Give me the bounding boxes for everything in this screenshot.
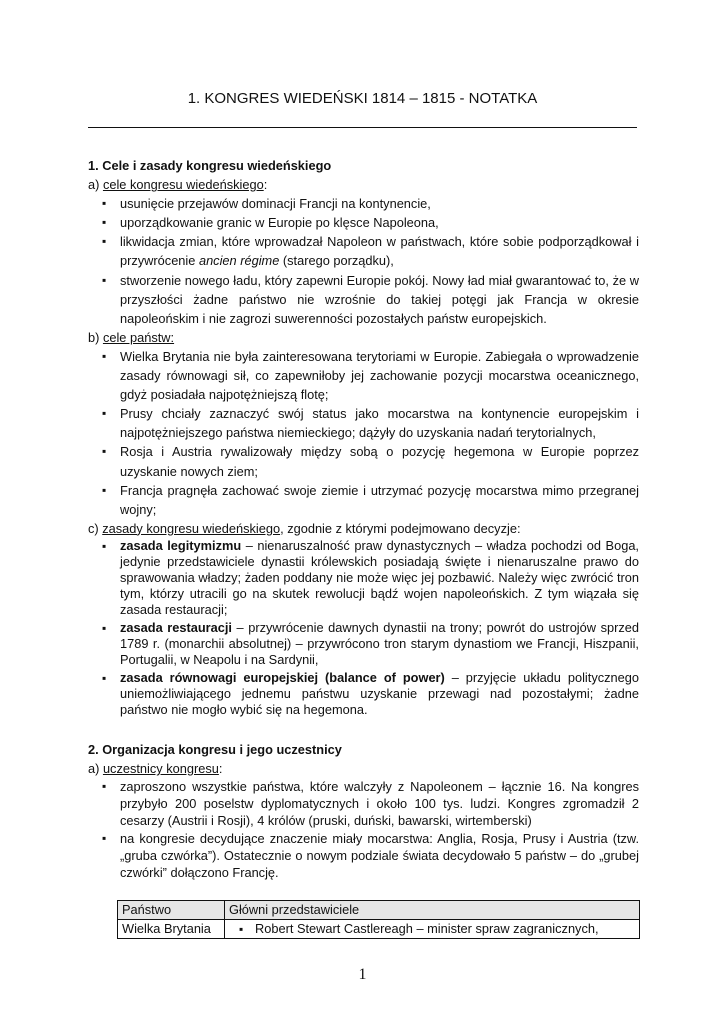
section1-b-list xyxy=(88,347,639,519)
section2-a-label: uczestnicy kongresu xyxy=(102,760,219,776)
section1-c-label: zasady kongresu wiedeńskiego xyxy=(102,520,281,536)
principle-term: zasada restauracji xyxy=(120,619,232,635)
section2-a-list xyxy=(88,778,639,882)
section2-a-colon: : xyxy=(218,760,223,776)
list-item: ▪ Francja pragnęła zachować swoje ziemie i utrzymać pozycję mocarstwa mimo przegranej wojny; xyxy=(88,481,639,519)
list-item: ▪ Prusy chciały zaznaczyć swój status jako mocarstwa na kontynencie europejskim i najpotężniejszego państwa niemieckiego; dążyły do uzyskania nadań terytorialnych, xyxy=(88,404,639,442)
representatives-table xyxy=(117,900,640,939)
section1-b-line xyxy=(88,328,639,347)
section2-a-line xyxy=(88,759,639,778)
section2-heading: 2. Organizacja kongresu i jego uczestnicy xyxy=(88,741,342,757)
principle-item xyxy=(88,538,639,620)
principle-text: – przyjęcie układu politycznego uniemożliwiającego jednemu państwu uzyskanie przewagi nad pozostałymi; żadne państwo nie mogło wybić się na hegemona. xyxy=(120,669,639,717)
list-item: ▪ Rosja i Austria rywalizowały między sobą o pozycję hegemona w Europie poprzez uzyskanie nowych ziem; xyxy=(88,442,639,480)
section1-a-label: cele kongresu wiedeńskiego xyxy=(102,177,264,193)
table-cell-representative xyxy=(225,920,640,939)
list-item: ▪ usunięcie przejawów dominacji Francji na kontynencie, xyxy=(88,194,639,213)
list-item-italic: ancien régime xyxy=(198,253,280,269)
section2-a-prefix: a) xyxy=(88,760,103,776)
section1-a-prefix: a) xyxy=(88,177,103,193)
section1-c-line xyxy=(88,519,639,538)
principle-term: zasada równowagi europejskiej (balance of power) xyxy=(120,669,445,685)
table-header-row xyxy=(118,901,640,920)
principle-text: – przywrócenie dawnych dynastii na trony; powrót do ustrojów sprzed 1789 r. (monarchii absolutnej) – przywrócono tron starym dynastiom we Francji, Hiszpanii, Portugalii, w Neapolu i na Sardynii, xyxy=(120,619,639,667)
list-item: ▪ na kongresie decydujące znaczenie miały mocarstwa: Anglia, Rosja, Prusy i Austria (tzw. „gruba czwórka”). Ostatecznie o nowym podziale świata decydowało 5 państw – do „grubej czwórki” dołączono Francję. xyxy=(88,830,639,882)
document-body xyxy=(88,156,639,882)
section1-c-tail: , zgodnie z którymi podejmowano decyzje: xyxy=(280,520,521,536)
principle-item xyxy=(88,620,639,670)
list-item: ▪ uporządkowanie granic w Europie po klęsce Napoleona, xyxy=(88,213,639,232)
section1-heading: 1. Cele i zasady kongresu wiedeńskiego xyxy=(88,158,332,173)
section1-c-prefix: c) xyxy=(88,520,103,536)
section1-b-label: cele państw: xyxy=(102,329,175,345)
list-item-tail: (starego porządku), xyxy=(279,253,394,269)
table-cell-state: Wielka Brytania xyxy=(118,920,225,939)
section1-c-list xyxy=(88,538,639,720)
principle-term: zasada legitymizmu xyxy=(120,537,242,553)
principle-item xyxy=(88,670,639,720)
section-spacer xyxy=(88,720,639,740)
representative-item: ▪ Robert Stewart Castlereagh – minister spraw zagranicznych, xyxy=(229,921,635,937)
table-row xyxy=(118,920,640,939)
title-underline xyxy=(88,127,637,128)
principle-text: – nienaruszalność praw dynastycznych – władza pochodzi od Boga, jedynie przedstawiciele dynastii królewskich posiadają święte i nienaruszalne prawo do sprawowania władzy; żaden poddany nie może więc jej pozbawić. Należy więc zwrócić tron tym, którzy utracili go na skutek rewolucji bądź wojen napoleońskich. Z tym wiązała się zasada restauracji; xyxy=(120,537,639,617)
list-item xyxy=(88,232,639,270)
section1-a-list xyxy=(88,194,639,328)
table-header-representatives: Główni przedstawiciele xyxy=(225,901,640,920)
section1-b-prefix: b) xyxy=(88,329,103,345)
page-number: 1 xyxy=(358,966,367,983)
list-item: ▪ Wielka Brytania nie była zainteresowana terytoriami w Europie. Zabiegała o wprowadzenie zasady równowagi sił, co zapewniłoby jej zachowanie pozycji mocarstwa oceanicznego, gdyż posiadała najpotężniejszą flotę; xyxy=(88,347,639,404)
list-item-text: likwidacja zmian, które wprowadzał Napoleon w państwach, które sobie podporządkował i przywrócenie xyxy=(120,234,639,269)
table-header-state: Państwo xyxy=(118,901,225,920)
list-item: ▪ zaproszono wszystkie państwa, które walczyły z Napoleonem – łącznie 16. Na kongres przybyło 200 poselstw dyplomatycznych i około 100 tys. ludzi. Kongres zgromadził 2 cesarzy (Austrii i Rosji), 4 królów (pruski, duński, bawarski, wirtemberski) xyxy=(88,778,639,830)
list-item: ▪ stworzenie nowego ładu, który zapewni Europie pokój. Nowy ład miał gwarantować to, że w przyszłości żadne państwo nie wzrośnie do takiej potęgi jak Francja w okresie napoleońskim i nie zagrozi suwerenności pozostałych państw europejskich. xyxy=(88,271,639,328)
page-title: 1. KONGRES WIEDEŃSKI 1814 – 1815 - NOTATKA xyxy=(187,90,538,107)
section1-a-line: a) cele kongresu wiedeńskiego: xyxy=(88,177,268,193)
